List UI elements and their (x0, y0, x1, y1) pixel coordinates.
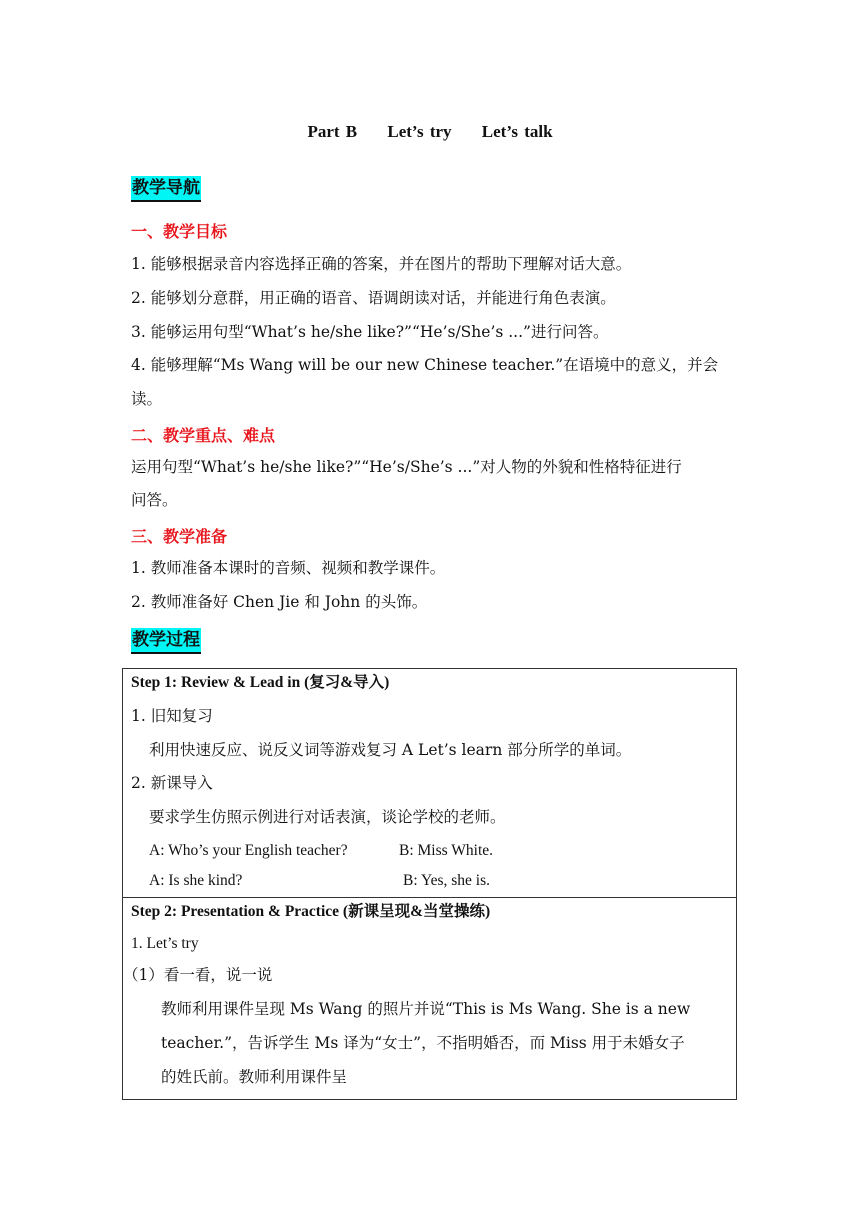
dialog-line-a: A: Is she kind? (149, 872, 243, 889)
key-points-line: 运用句型“What’s he/she like?”“He’s/She’s ...”对人物的外貌和性格特征进行 (131, 458, 682, 476)
preparation-item: 1. 教师准备本课时的音频、视频和教学课件。 (131, 559, 446, 577)
title-part: Part B (307, 122, 358, 141)
step1-sub2-text: 要求学生仿照示例进行对话表演，谈论学校的老师。 (149, 808, 506, 826)
step2-line: teacher.”，告诉学生 Ms 译为“女士”，不指明婚否，而 Miss 用于未婚女子 (161, 1034, 685, 1052)
objectives-heading: 一、教学目标 (131, 222, 228, 241)
step1-sub1: 1. 旧知复习 (131, 707, 213, 725)
dialog-line-a: A: Who’s your English teacher? (149, 842, 348, 859)
step2-title: Step 2: Presentation & Practice (新课呈现&当堂操练) (131, 903, 491, 920)
step2-cell (123, 898, 737, 1100)
key-points-line: 问答。 (131, 491, 178, 509)
objective-item: 4. 能够理解“Ms Wang will be our new Chinese teacher.”在语境中的意义，并会 (131, 356, 719, 374)
objective-item: 读。 (131, 390, 163, 408)
process-heading: 教学过程 (131, 628, 201, 654)
step2-line: 的姓氏前。教师利用课件呈 (161, 1068, 348, 1086)
preparation-heading: 三、教学准备 (131, 527, 228, 546)
step1-cell (123, 669, 737, 898)
step1-sub2: 2. 新课导入 (131, 774, 213, 792)
title-lets-talk: Let’s talk (481, 122, 553, 141)
title-lets-try: Let’s try (387, 122, 452, 141)
page-title (0, 122, 860, 142)
objective-item: 2. 能够划分意群，用正确的语音、语调朗读对话，并能进行角色表演。 (131, 289, 616, 307)
step1-title: Step 1: Review & Lead in (复习&导入) (131, 674, 390, 691)
teaching-nav-heading: 教学导航 (131, 176, 201, 202)
key-points-heading: 二、教学重点、难点 (131, 426, 276, 445)
process-table (122, 668, 737, 1100)
dialog-line-b: B: Yes, she is. (403, 872, 490, 889)
dialog-line-b: B: Miss White. (399, 842, 494, 859)
step2-sub1: 1. Let’s try (131, 935, 199, 952)
objective-item: 3. 能够运用句型“What’s he/she like?”“He’s/She’s ...”进行问答。 (131, 323, 609, 341)
step2-sub1a: （1）看一看，说一说 (123, 966, 273, 984)
step2-line: 教师利用课件呈现 Ms Wang 的照片并说“This is Ms Wang. She is a new (161, 1000, 691, 1018)
preparation-item: 2. 教师准备好 Chen Jie 和 John 的头饰。 (131, 593, 428, 611)
step1-sub1-text: 利用快速反应、说反义词等游戏复习 A Let’s learn 部分所学的单词。 (149, 741, 632, 759)
objective-item: 1. 能够根据录音内容选择正确的答案，并在图片的帮助下理解对话大意。 (131, 255, 632, 273)
